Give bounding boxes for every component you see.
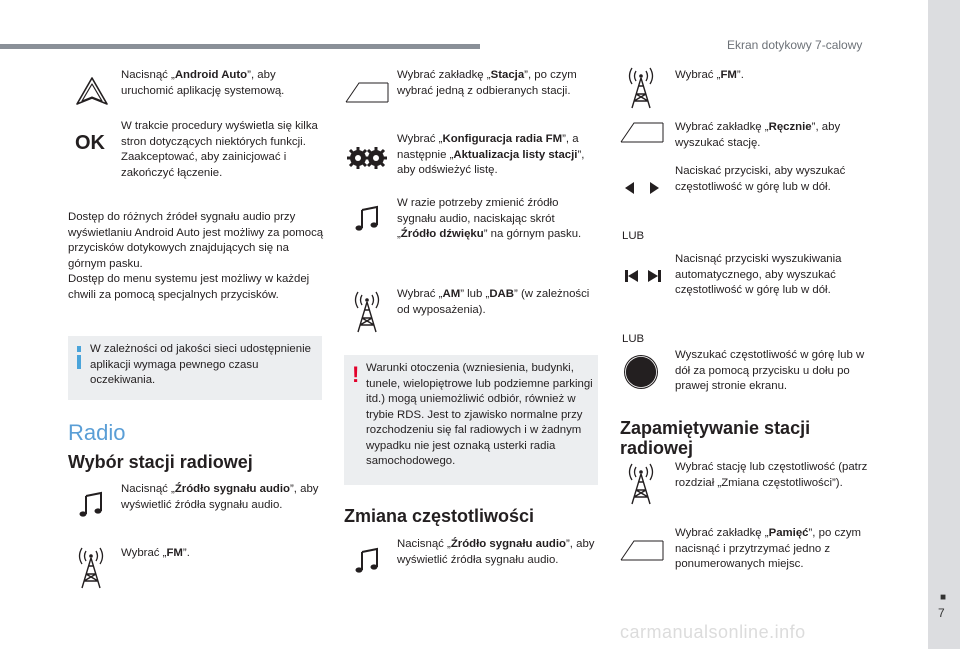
music-note-icon [76,490,106,520]
page-sidebar [928,0,960,649]
tab-icon [620,122,664,144]
music-note-icon [352,204,382,234]
info-icon [77,346,81,352]
page-number: 7 [938,606,945,620]
lub-label-1: LUB [622,230,645,242]
antenna-icon [626,66,656,110]
section-heading-station: Wybór stacji radiowej [68,452,253,472]
music-note-icon [352,546,382,576]
info-text: W zależności od jakości sieci udostępnienie aplikacji wymaga pewnego czasu oczekiwania. [90,343,311,386]
android-auto-text: Nacisnąć „Android Auto”, aby uruchomić aplikację systemową. [121,69,285,97]
page-dot: ■ [940,592,947,603]
am-dab-text: Wybrać „AM” lub „DAB” (w zależności od wyposażenia). [397,288,590,316]
watermark: carmanualsonline.info [620,622,806,642]
ok-text: W trakcie procedury wyświetla się kilka stron dotyczących niektórych funkcji. Zaakceptować, aby zainicjować i zakończyć łączenie. [121,120,318,179]
tab-icon [620,540,664,562]
select-station-text: Wybrać stację lub częstotliwość (patrz rozdział „Zmiana częstotliwości”). [675,461,868,489]
fm-text-col3: Wybrać „FM”. [675,69,744,81]
source-text: Nacisnąć „Źródło sygnału audio”, aby wyświetlić źródła sygnału audio. [121,483,319,511]
header-rule [0,44,480,49]
antenna-icon [352,290,382,334]
memory-tab-text: Wybrać zakładkę „Pamięć”, po czym nacisnąć i przytrzymać jedno z ponumerowanych miejsc. [675,527,862,570]
info-box [68,336,322,400]
change-source-text: W razie potrzeby zmienić źródło sygnału audio, naciskając skrót „Źródło dźwięku” na górnym pasku. [397,197,582,240]
skip-text: Nacisnąć przyciski wyszukiwania automatycznego, aby wyszukać częstotliwość w górę lub w dół. [675,253,842,296]
knob-text: Wyszukać częstotliwość w górę lub w dół za pomocą przycisku u dołu po prawej stronie ekranu. [675,349,865,392]
warning-text: Warunki otoczenia (wzniesienia, budynki, tunele, wielopiętrowe lub podziemne parkingi itd.) mogą uniemożliwić odbiór, również w trybie RDS. Jest to zjawisko normalne przy rozchodzeniu się fal radiowych i w żadnym wypadku nie jest oznaką usterki radia samochodowego. [366,362,593,467]
section-heading-memory: Zapamiętywanie stacji radiowej [620,418,811,458]
ok-icon: OK [75,132,105,154]
settings-gears-icon [346,145,388,171]
arrows-text: Naciskać przyciski, aby wyszukać częstotliwość w górę lub w dół. [675,165,846,193]
manual-tab-text: Wybrać zakładkę „Ręcznie”, aby wyszukać stację. [675,121,841,149]
android-auto-icon [74,74,110,110]
tab-icon [345,82,389,104]
antenna-icon [76,546,106,590]
source2-text: Nacisnąć „Źródło sygnału audio”, aby wyświetlić źródła sygnału audio. [397,538,595,566]
skip-icon [624,268,662,284]
section-heading-frequency: Zmiana częstotliwości [344,506,535,526]
arrows-icon [624,180,660,196]
fm-text: Wybrać „FM”. [121,547,190,559]
config-text: Wybrać „Konfiguracja radia FM”, a następnie „Aktualizacja listy stacji”, aby odświeżyć listę. [397,133,585,176]
warning-box [344,355,598,485]
android-auto-paragraph: Dostęp do różnych źródeł sygnału audio przy wyświetlaniu Android Auto jest możliwy za pomocą przycisków dotykowych znajdujących się na górnym pasku. Dostęp do menu systemu jest możliwy w każdej chwili za pomocą specjalnych przycisków. [68,211,324,301]
antenna-icon [626,462,656,506]
info-icon-stem [77,355,81,369]
knob-icon [623,354,659,390]
warning-icon: ! [352,362,360,387]
station-tab-text: Wybrać zakładkę „Stacja”, po czym wybrać jedną z odbieranych stacji. [397,69,577,97]
radio-heading: Radio [68,420,126,445]
lub-label-2: LUB [622,333,645,345]
page-header-title: Ekran dotykowy 7-calowy [727,38,863,52]
